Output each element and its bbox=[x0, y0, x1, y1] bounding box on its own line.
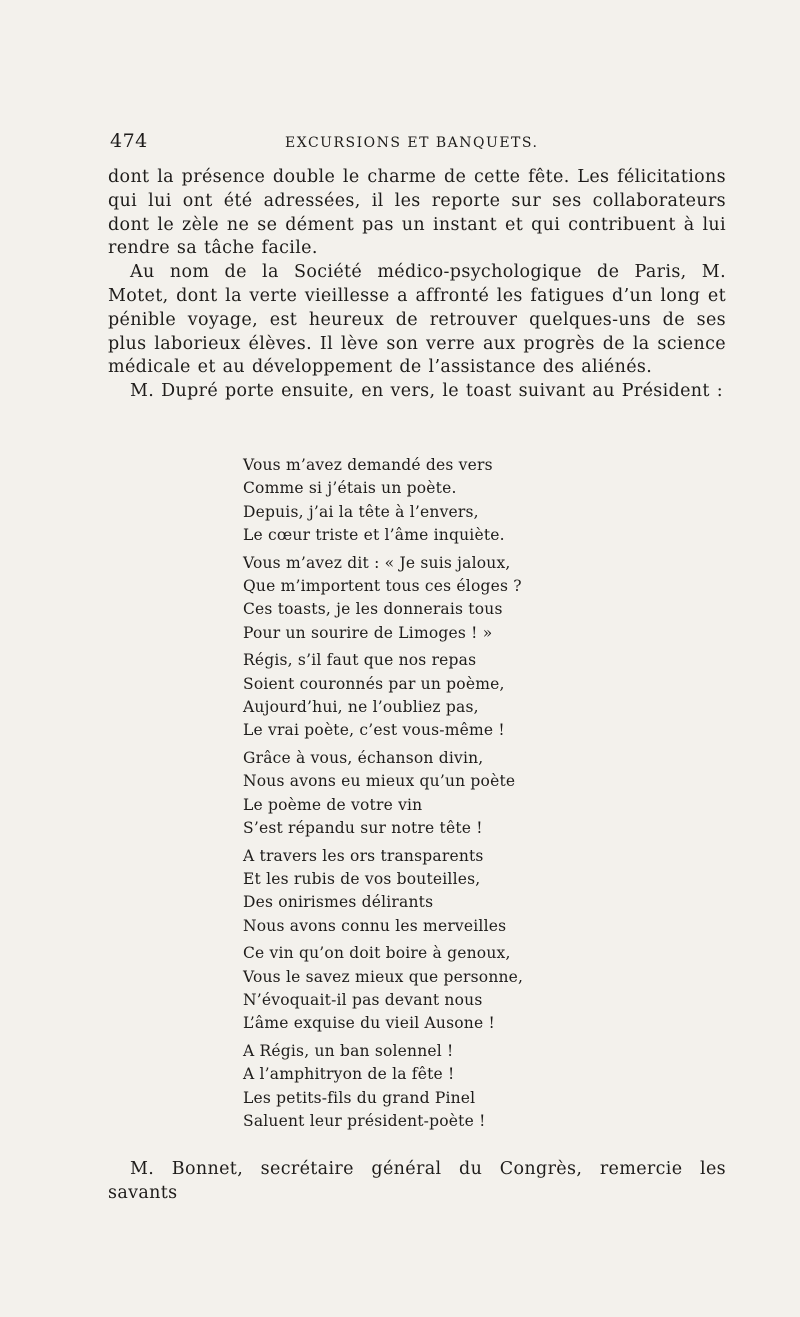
verse-line: Comme si j’étais un poète. bbox=[243, 479, 457, 498]
verse-line: Le poème de votre vin bbox=[243, 795, 423, 814]
poem-stanza bbox=[243, 1040, 583, 1134]
body-text bbox=[108, 166, 726, 404]
verse-line: Le cœur triste et l’âme inquiète. bbox=[243, 526, 505, 545]
poem-stanza bbox=[243, 552, 583, 646]
poem-stanza bbox=[243, 942, 583, 1036]
verse-line: A l’amphitryon de la fête ! bbox=[243, 1065, 455, 1084]
verse-line: N’évoquait-il pas devant nous bbox=[243, 990, 483, 1009]
verse-line: Nous avons connu les merveilles bbox=[243, 916, 507, 935]
verse-line: Régis, s’il faut que nos repas bbox=[243, 651, 477, 670]
verse-line: Vous m’avez demandé des vers bbox=[243, 456, 493, 474]
verse-line: Ce vin qu’on doit boire à genoux, bbox=[243, 944, 511, 963]
verse-line: Grâce à vous, échanson divin, bbox=[243, 748, 484, 767]
verse-line: Pour un sourire de Limoges ! » bbox=[243, 623, 493, 642]
verse-line: Soient couronnés par un poème, bbox=[243, 674, 505, 693]
verse-line: Le vrai poète, c’est vous-même ! bbox=[243, 721, 505, 740]
verse-line: L’âme exquise du vieil Ausone ! bbox=[243, 1014, 495, 1033]
verse-line: A travers les ors transparents bbox=[243, 846, 484, 865]
poem-stanza bbox=[243, 845, 583, 939]
verse-line: Des onirismes délirants bbox=[243, 893, 434, 912]
paragraph: dont la présence double le charme de cette fête. Les félicitations qui lui ont été adressées, il les reporte sur ses collaborateurs dont le zèle ne se dément pas un instant et qui contribuent à lui rendre sa tâche facile. bbox=[108, 167, 726, 259]
poem-stanza bbox=[243, 747, 583, 841]
page-header bbox=[110, 130, 725, 156]
verse-line: S’est répandu sur notre tête ! bbox=[243, 819, 483, 838]
verse-line: A Régis, un ban solennel ! bbox=[243, 1041, 454, 1060]
verse-line: Vous m’avez dit : « Je suis jaloux, bbox=[243, 553, 511, 572]
poem-stanza bbox=[243, 649, 583, 743]
verse-line: Saluent leur président-poète ! bbox=[243, 1111, 486, 1130]
paragraph: M. Dupré porte ensuite, en vers, le toast suivant au Président : bbox=[130, 381, 723, 402]
running-head: EXCURSIONS ET BANQUETS. bbox=[285, 135, 539, 151]
poem-stanza bbox=[243, 454, 583, 548]
verse-line: Les petits-fils du grand Pinel bbox=[243, 1088, 476, 1107]
verse-line: Aujourd’hui, ne l’oubliez pas, bbox=[243, 698, 479, 717]
paragraph: Au nom de la Société médico-psychologique de Paris, M. Motet, dont la verte vieillesse a affronté les fatigues d’un long et pénible voyage, est heureux de retrouver quelques-uns de ses plus laborieux élèves. Il lève son verre aux progrès de la science médicale et au développement de l’assistance des aliénés. bbox=[108, 262, 726, 378]
verse-line: Depuis, j’ai la tête à l’envers, bbox=[243, 502, 479, 521]
page-number: 474 bbox=[110, 130, 148, 152]
verse-line: Nous avons eu mieux qu’un poète bbox=[243, 772, 516, 791]
poem bbox=[243, 454, 583, 1137]
closing-paragraph: M. Bonnet, secrétaire général du Congrès, remercie les savants bbox=[108, 1159, 726, 1203]
verse-line: Que m’importent tous ces éloges ? bbox=[243, 577, 522, 596]
verse-line: Vous le savez mieux que personne, bbox=[243, 967, 524, 986]
verse-line: Ces toasts, je les donnerais tous bbox=[243, 600, 503, 619]
verse-line: Et les rubis de vos bouteilles, bbox=[243, 869, 481, 888]
